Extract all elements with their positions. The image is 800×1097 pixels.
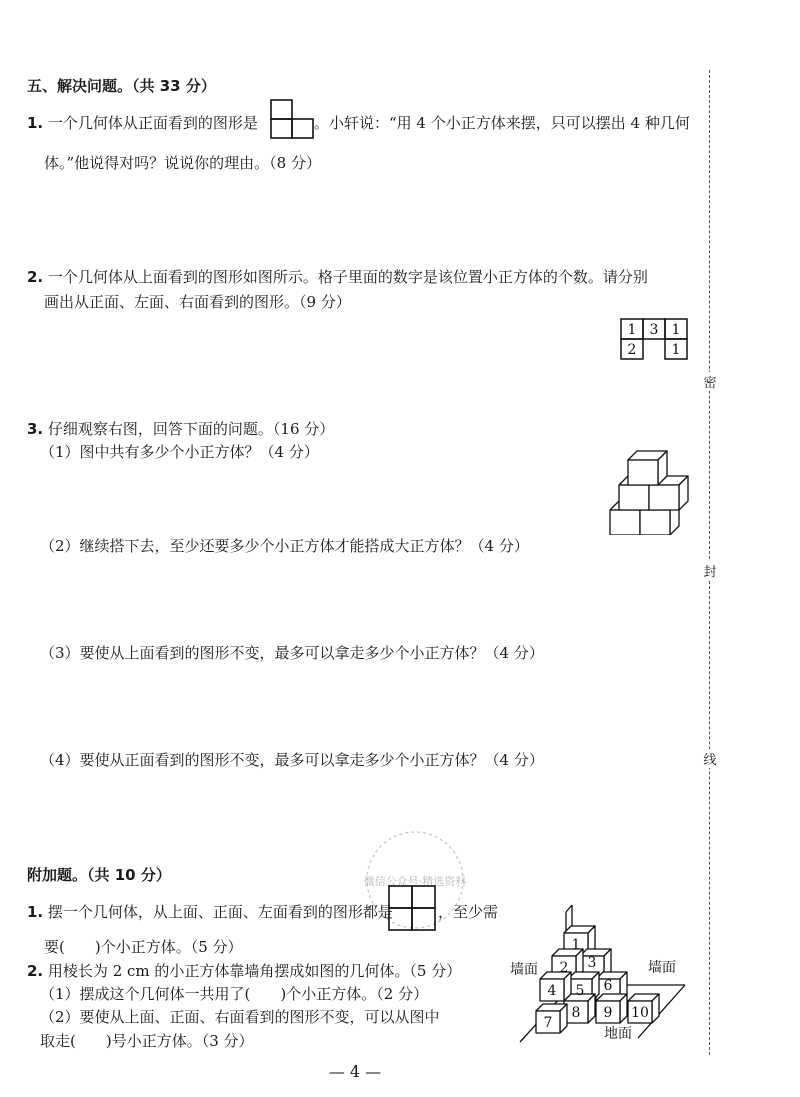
q2-top-view-grid xyxy=(620,318,688,362)
bonus-q1-line1 xyxy=(27,901,393,922)
q2-line1 xyxy=(27,266,648,287)
bonus-q1-line2 xyxy=(44,936,243,957)
q3-cube-stack-figure xyxy=(600,440,700,535)
q3-part3: （3）要使从上面看到的图形不变，最多可以拿走多少个小正方体？（4 分） xyxy=(40,644,544,662)
floor-label: 地面 xyxy=(604,1026,632,1042)
text-fragment: （1）摆成这个几何体一共用了( xyxy=(40,985,251,1003)
cube-number: 9 xyxy=(603,1005,613,1021)
text-fragment: )个小正方体。（2 分） xyxy=(280,985,429,1003)
bonus-q2-number: 2. xyxy=(27,962,44,980)
text-fragment: )个小正方体。（5 分） xyxy=(94,938,243,956)
q3-part4: （4）要使从正面看到的图形不变，最多可以拿走多少个小正方体？（4 分） xyxy=(40,751,544,769)
margin-label-xian: 线 xyxy=(702,749,718,768)
text-fragment: 取走( xyxy=(40,1032,76,1050)
corner-cube-figure xyxy=(500,900,705,1048)
wall-right-label: 墙面 xyxy=(648,960,676,976)
cube-number: 7 xyxy=(543,1015,553,1031)
grid-cell: 1 xyxy=(671,342,681,358)
q2-line2: 画出从正面、左面、右面看到的图形。（9 分） xyxy=(44,293,351,311)
bonus-q2-part2-line2 xyxy=(40,1030,254,1051)
bonus-q1-text-before: 摆一个几何体，从上面、正面、左面看到的图形都是 xyxy=(47,903,393,921)
cube-number: 8 xyxy=(571,1005,581,1021)
q2-number: 2. xyxy=(27,268,44,286)
q1-front-view-figure xyxy=(270,99,314,139)
stamp-text: 微信公众号·精选资料 xyxy=(363,875,467,888)
text-fragment: 要( xyxy=(44,938,65,956)
bonus-q1-number: 1. xyxy=(27,903,44,921)
bonus-q2-part2-line1: （2）要使从上面、正面、右面看到的图形不变，可以从图中 xyxy=(40,1008,440,1026)
grid-cell: 1 xyxy=(627,322,637,338)
bonus-q2-stem xyxy=(27,960,461,981)
q3-stem xyxy=(27,418,334,439)
q2-text: 一个几何体从上面看到的图形如图所示。格子里面的数字是该位置小正方体的个数。请分别 xyxy=(47,268,648,286)
q3-text: 仔细观察右图，回答下面的问题。（16 分） xyxy=(47,420,335,438)
cube-number: 6 xyxy=(603,978,613,994)
margin-label-mi: 密 xyxy=(702,372,718,391)
cube-number: 1 xyxy=(571,937,581,953)
grid-cell: 3 xyxy=(649,322,659,338)
bonus-heading: 附加题。（共 10 分） xyxy=(27,866,171,884)
bonus-q2-part1 xyxy=(40,983,428,1004)
q3-number: 3. xyxy=(27,420,44,438)
bonus-q2-text: 用棱长为 2 cm 的小正方体靠墙角摆成如图的几何体。（5 分） xyxy=(47,962,462,980)
q3-part2: （2）继续搭下去，至少还要多少个小正方体才能搭成大正方体？（4 分） xyxy=(40,537,529,555)
q1-line2: 体。”他说得对吗？说说你的理由。（8 分） xyxy=(44,154,321,172)
q3-part1: （1）图中共有多少个小正方体？（4 分） xyxy=(40,443,319,461)
q1-text-before: 一个几何体从正面看到的图形是 xyxy=(47,114,258,132)
cube-number: 2 xyxy=(559,960,569,976)
cube-number: 3 xyxy=(587,955,597,971)
grid-cell: 1 xyxy=(671,322,681,338)
cube-number: 4 xyxy=(547,983,557,999)
q1-line1 xyxy=(27,112,258,133)
bonus-q1-view-figure xyxy=(388,885,436,931)
grid-cell: 2 xyxy=(627,342,637,358)
bonus-q1-text-after: ，至少需 xyxy=(438,903,499,921)
q1-text-after: 。小轩说：“用 4 个小正方体来摆，只可以摆出 4 种几何 xyxy=(314,114,690,132)
q1-number: 1. xyxy=(27,114,44,132)
cube-number: 10 xyxy=(631,1005,649,1021)
margin-label-feng: 封 xyxy=(702,561,718,580)
section5-heading: 五、解决问题。（共 33 分） xyxy=(27,77,216,95)
cube-number: 5 xyxy=(575,983,585,999)
text-fragment: )号小正方体。（3 分） xyxy=(105,1032,254,1050)
page-number: — 4 — xyxy=(328,1062,382,1081)
wall-left-label: 墙面 xyxy=(510,962,538,978)
